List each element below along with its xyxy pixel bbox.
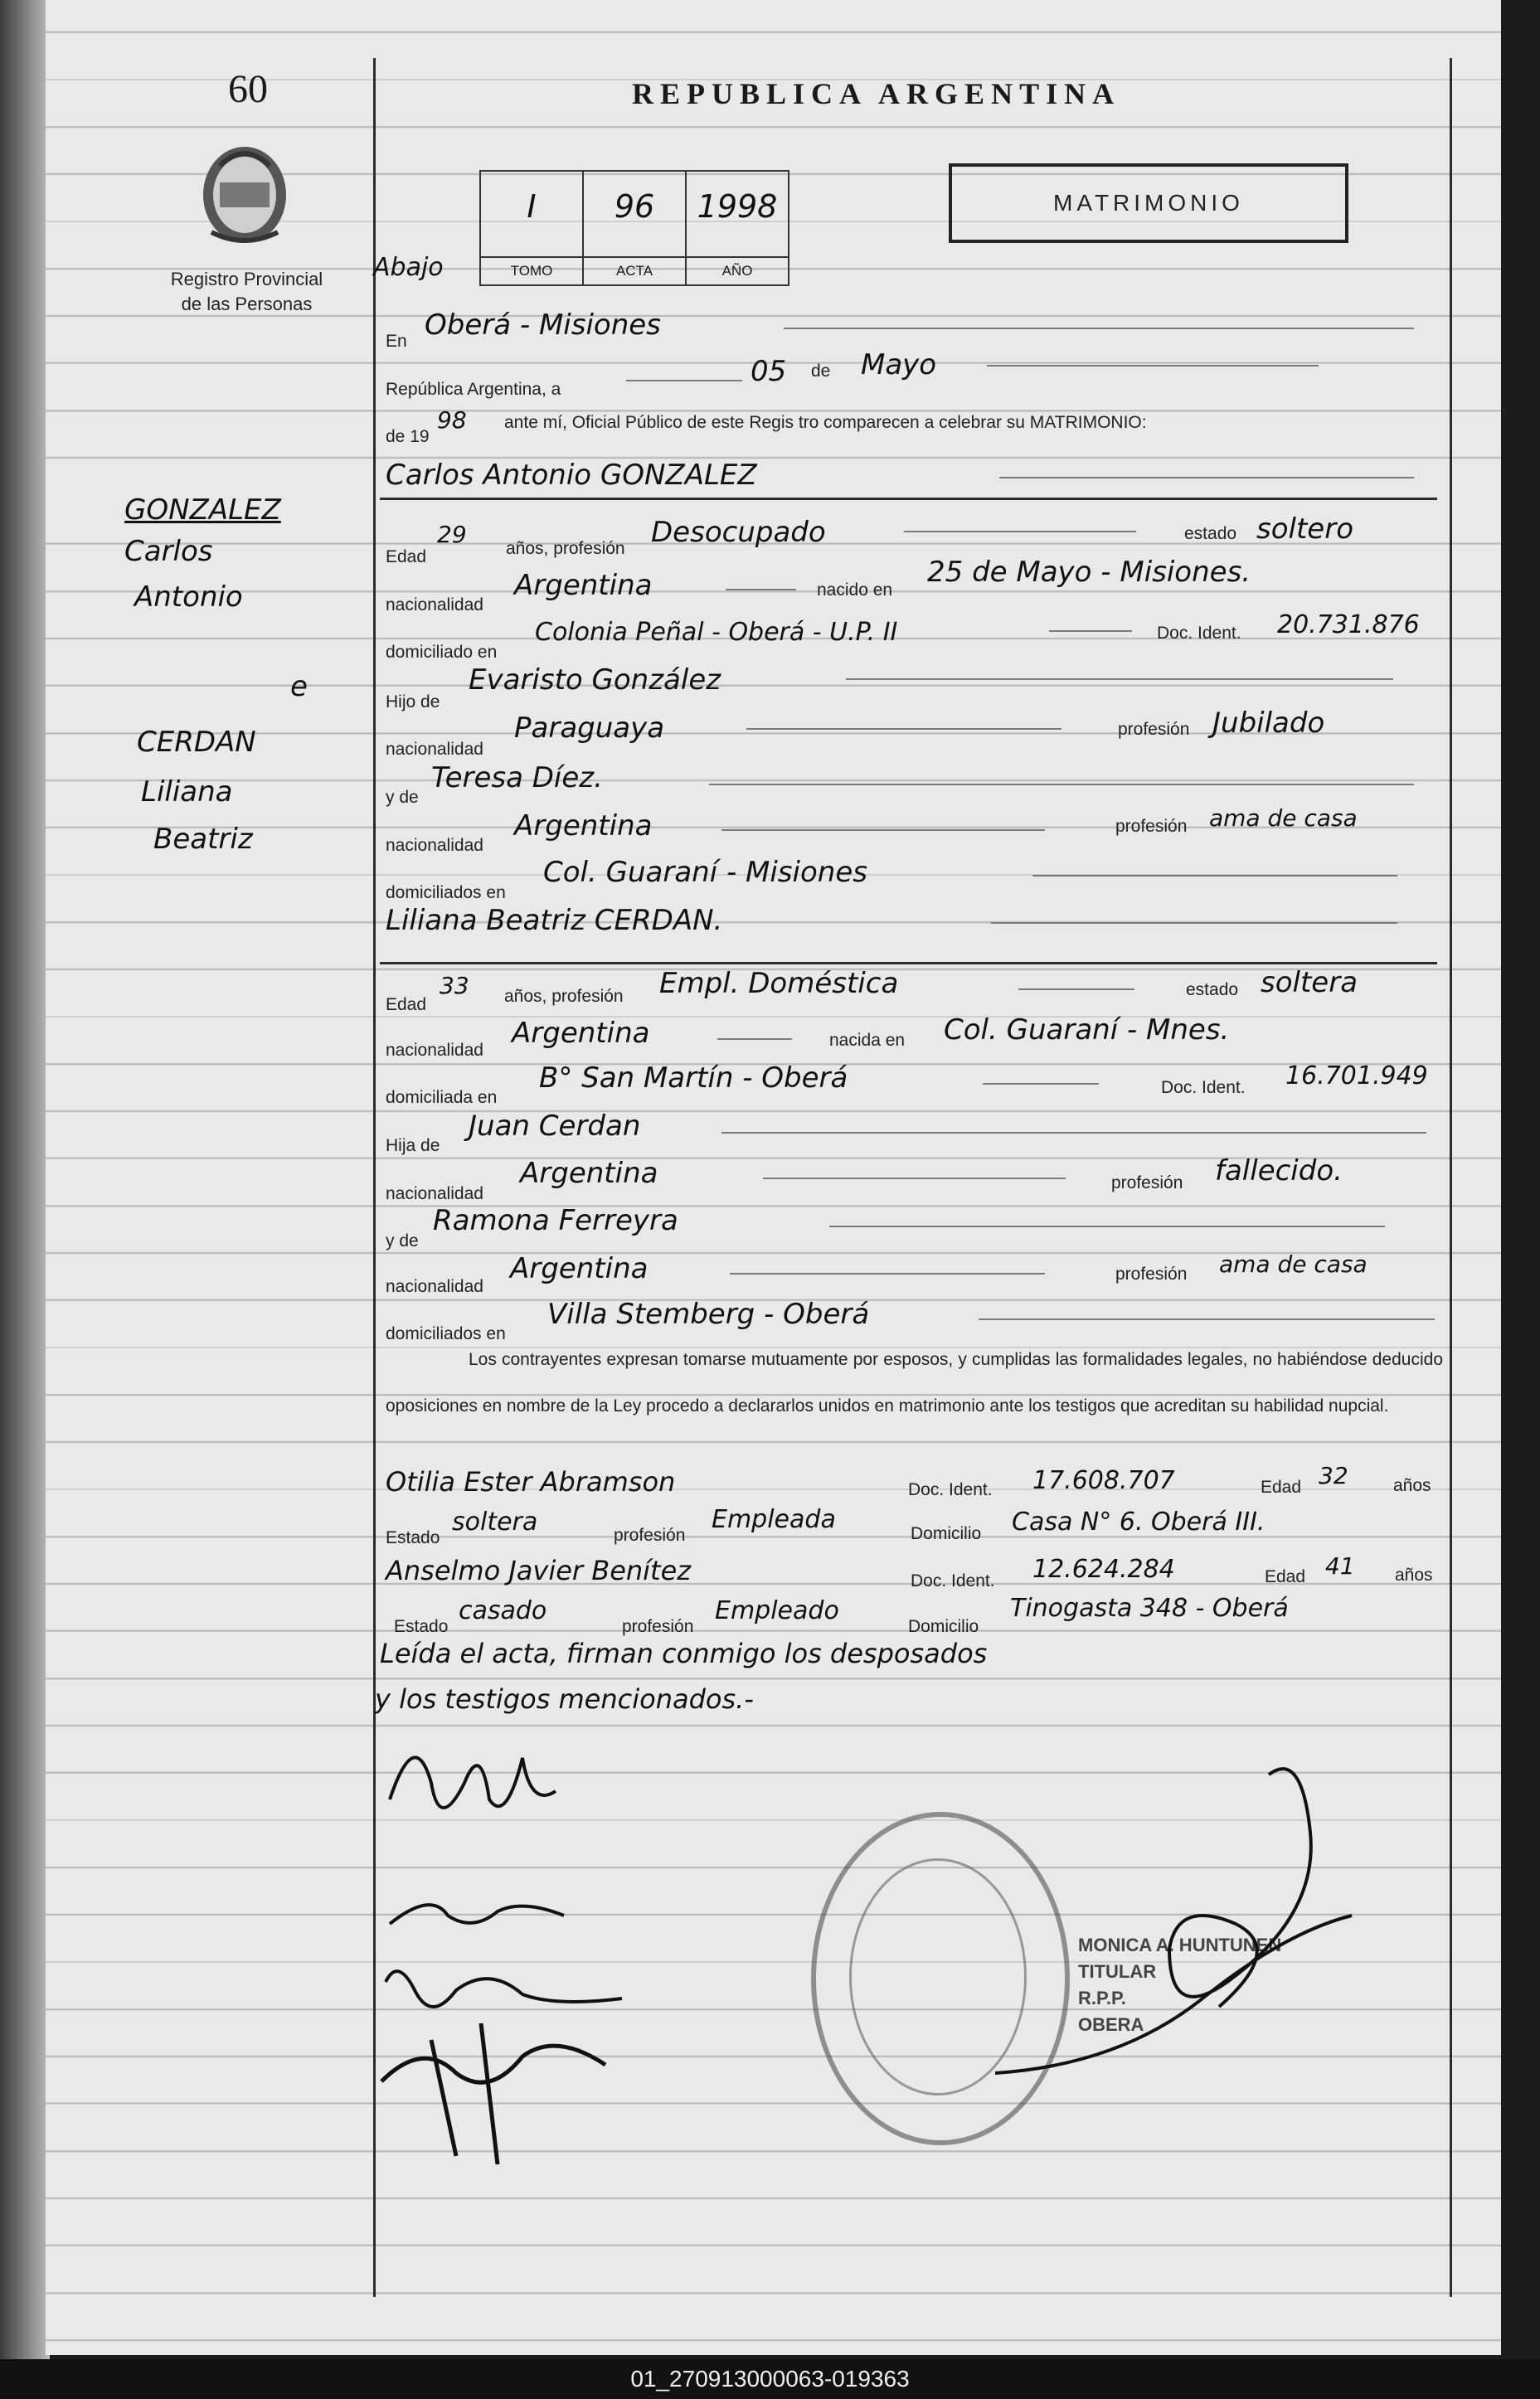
registry-line-2: de las Personas (181, 294, 313, 314)
margin-name-bride-2: Beatriz (153, 823, 253, 856)
fill-line (1049, 630, 1132, 632)
fill-line (784, 328, 1414, 329)
margin-note: Abajo (373, 253, 444, 282)
ano-label: AÑO (687, 256, 788, 284)
groom-mother-label: y de (386, 788, 419, 807)
margin-name-groom-2: Antonio (134, 580, 243, 614)
fill-line (846, 678, 1393, 680)
witness-1-years-label: años (1393, 1476, 1431, 1495)
fill-line (626, 380, 742, 381)
acta-cell (584, 172, 687, 284)
witness-1-address-label: Domicilio (911, 1524, 982, 1543)
groom-age-label: Edad (386, 547, 427, 566)
month-value: Mayo (861, 348, 937, 381)
stamp-line-1: MONICA A. HUNTUNEN (1078, 1935, 1282, 1955)
groom-father-profession: Jubilado (1212, 707, 1325, 740)
witness-1-age-label: Edad (1261, 1478, 1302, 1497)
intro-statement: ante mí, Oficial Público de este Regis tro comparecen a celebrar su MATRIMONIO: (504, 413, 1147, 432)
registry-line-1: Registro Provincial (170, 269, 323, 289)
page-number: 60 (228, 67, 268, 111)
groom-doc: 20.731.876 (1277, 610, 1420, 639)
margin-surname-bride: CERDAN (137, 726, 256, 759)
bride-mother-nationality: Argentina (510, 1252, 649, 1285)
section-separator (380, 498, 1437, 500)
witness-1-status: soltera (452, 1508, 538, 1537)
groom-mother-nationality-label: nacionalidad (386, 836, 483, 855)
section-separator (380, 962, 1437, 964)
groom-status: soltero (1256, 512, 1353, 546)
acta-value: 96 (614, 188, 655, 225)
groom-nationality: Argentina (514, 569, 653, 602)
witness-2-address-label: Domicilio (908, 1617, 979, 1636)
closing-line-1: Leída el acta, firman conmigo los desposados (380, 1638, 988, 1669)
groom-nationality-label: nacionalidad (386, 595, 483, 614)
country-title: REPUBLICA ARGENTINA (632, 77, 1121, 110)
witness-1-profession-label: profesión (614, 1526, 686, 1545)
day-value: 05 (751, 355, 787, 388)
fill-line (746, 728, 1061, 730)
witness-2-years-label: años (1395, 1566, 1433, 1585)
ano-value: 1998 (697, 188, 778, 225)
year-prefix-label: de 19 (386, 427, 430, 446)
groom-mother-nationality: Argentina (514, 809, 653, 843)
groom-mother-profession: ama de casa (1209, 804, 1358, 832)
bride-age: 33 (440, 972, 469, 999)
bride-nationality: Argentina (512, 1017, 650, 1050)
bride-father-profession-label: profesión (1111, 1173, 1183, 1192)
groom-father-profession-label: profesión (1118, 720, 1190, 739)
witness-2-profession-label: profesión (622, 1617, 694, 1636)
bride-full-name: Liliana Beatriz CERDAN. (386, 904, 723, 937)
registry-label (145, 267, 348, 317)
closing-line-2: y los testigos mencionados.- (375, 1683, 754, 1715)
witness-1-profession: Empleada (712, 1505, 836, 1534)
tomo-cell (481, 172, 584, 284)
fill-line (979, 1318, 1435, 1320)
witness-2-name: Anselmo Javier Benítez (386, 1555, 692, 1586)
witness-2-doc: 12.624.284 (1032, 1555, 1175, 1584)
witness-2-profession: Empleado (715, 1596, 839, 1625)
witness-2-age-label: Edad (1265, 1567, 1306, 1586)
groom-status-label: estado (1184, 524, 1237, 543)
stamp-line-3: R.P.P. (1078, 1988, 1126, 2008)
signatures-graphic (357, 1708, 688, 2189)
bride-parents-address: Villa Stemberg - Oberá (547, 1298, 870, 1331)
groom-age: 29 (437, 521, 467, 548)
coat-of-arms-icon (195, 133, 294, 249)
witness-1-status-label: Estado (386, 1528, 440, 1547)
stamp-line-4: OBERA (1078, 2014, 1144, 2035)
bride-birthplace: Col. Guaraní - Mnes. (944, 1013, 1230, 1047)
margin-surname-groom: GONZALEZ (124, 493, 281, 527)
fill-line (721, 1132, 1426, 1134)
fill-line (1018, 988, 1134, 990)
bride-address-label: domiciliada en (386, 1088, 498, 1107)
de-label: de (811, 362, 831, 381)
witness-2-age: 41 (1325, 1552, 1355, 1580)
act-reference-box (479, 170, 789, 286)
groom-father-nationality: Paraguaya (514, 711, 665, 745)
bride-father-profession: fallecido. (1215, 1154, 1343, 1187)
bride-age-label: Edad (386, 995, 427, 1014)
fill-line (999, 477, 1414, 478)
witness-2-status: casado (459, 1596, 547, 1625)
groom-birthplace: 25 de Mayo - Misiones. (927, 556, 1251, 589)
margin-name-groom-1: Carlos (124, 535, 213, 568)
groom-mother-profession-label: profesión (1115, 817, 1188, 836)
witness-2-doc-label: Doc. Ident. (911, 1571, 995, 1590)
margin-conjunction: e (290, 670, 308, 703)
bride-parents-address-label: domiciliados en (386, 1324, 506, 1343)
bride-mother-nationality-label: nacionalidad (386, 1277, 483, 1296)
bride-doc: 16.701.949 (1285, 1061, 1428, 1090)
witness-2-status-label: Estado (394, 1617, 449, 1636)
bride-father-nationality-label: nacionalidad (386, 1184, 483, 1203)
right-margin-rule (1450, 58, 1452, 2297)
bride-father-nationality: Argentina (520, 1157, 658, 1190)
bride-status: soltera (1261, 966, 1358, 999)
fill-line (763, 1178, 1066, 1179)
margin-name-bride-1: Liliana (141, 775, 233, 809)
fill-line (983, 1083, 1099, 1085)
fill-line (987, 365, 1319, 367)
groom-address-label: domiciliado en (386, 643, 498, 662)
fill-line (904, 531, 1136, 532)
bride-mother-profession-label: profesión (1115, 1265, 1188, 1284)
bride-birthplace-label: nacida en (829, 1031, 906, 1050)
groom-full-name: Carlos Antonio GONZALEZ (386, 459, 757, 492)
act-type-box: MATRIMONIO (949, 163, 1348, 243)
groom-doc-label: Doc. Ident. (1157, 624, 1241, 643)
bride-mother: Ramona Ferreyra (433, 1204, 678, 1237)
bride-father: Juan Cerdan (469, 1110, 641, 1143)
groom-father: Evaristo González (469, 663, 721, 697)
republic-label: República Argentina, a (386, 380, 561, 399)
fill-line (721, 829, 1045, 831)
bride-profession: Empl. Doméstica (659, 967, 899, 1000)
legal-paragraph: Los contrayentes expresan tomarse mutuamente por esposos, y cumplidas las formalidades legales, no habiéndose deducido oposiciones en nombre de la Ley procedo a declararlos unidos en matrimonio ante los testigos que acreditan su habilidad nupcial. (386, 1350, 1443, 1416)
bride-nationality-label: nacionalidad (386, 1041, 483, 1060)
tomo-value: I (527, 188, 537, 225)
groom-father-nationality-label: nacionalidad (386, 740, 483, 759)
en-label: En (386, 332, 407, 351)
bride-doc-label: Doc. Ident. (1161, 1078, 1246, 1097)
bride-status-label: estado (1186, 980, 1239, 999)
fill-line (730, 1273, 1045, 1275)
bride-mother-label: y de (386, 1231, 419, 1250)
book-spine (0, 0, 50, 2372)
groom-parents-address-label: domiciliados en (386, 883, 506, 902)
acta-label: ACTA (584, 256, 685, 284)
groom-address: Colonia Peñal - Oberá - U.P. II (535, 618, 898, 647)
bride-mother-profession: ama de casa (1219, 1250, 1368, 1278)
fill-line (726, 589, 796, 590)
witness-1-doc-label: Doc. Ident. (908, 1480, 993, 1499)
witness-1-name: Otilia Ester Abramson (386, 1466, 676, 1498)
witness-1-age: 32 (1319, 1462, 1348, 1489)
place-value: Oberá - Misiones (425, 308, 661, 342)
groom-birthplace-label: nacido en (817, 580, 893, 600)
witness-1-doc: 17.608.707 (1032, 1466, 1175, 1495)
witness-2-address: Tinogasta 348 - Oberá (1010, 1594, 1289, 1623)
bride-profession-label: años, profesión (504, 987, 624, 1006)
groom-profession: Desocupado (651, 516, 826, 549)
fill-line (717, 1038, 792, 1040)
fill-line (991, 922, 1397, 924)
bride-address: B° San Martín - Oberá (539, 1061, 848, 1095)
fill-line (1032, 875, 1397, 877)
year-suffix-value: 98 (437, 406, 467, 434)
official-signature (954, 1750, 1418, 2115)
groom-mother: Teresa Díez. (431, 761, 603, 794)
groom-father-label: Hijo de (386, 692, 440, 711)
fill-line (709, 784, 1414, 785)
fill-line (829, 1226, 1385, 1227)
groom-profession-label: años, profesión (506, 539, 625, 558)
bride-father-label: Hija de (386, 1136, 440, 1155)
tomo-label: TOMO (481, 256, 582, 284)
groom-parents-address: Col. Guaraní - Misiones (543, 856, 867, 889)
witness-1-address: Casa N° 6. Oberá III. (1012, 1508, 1266, 1537)
document-id: 01_270913000063-019363 (0, 2359, 1540, 2399)
ano-cell (687, 172, 788, 284)
stamp-line-2: TITULAR (1078, 1961, 1157, 1982)
